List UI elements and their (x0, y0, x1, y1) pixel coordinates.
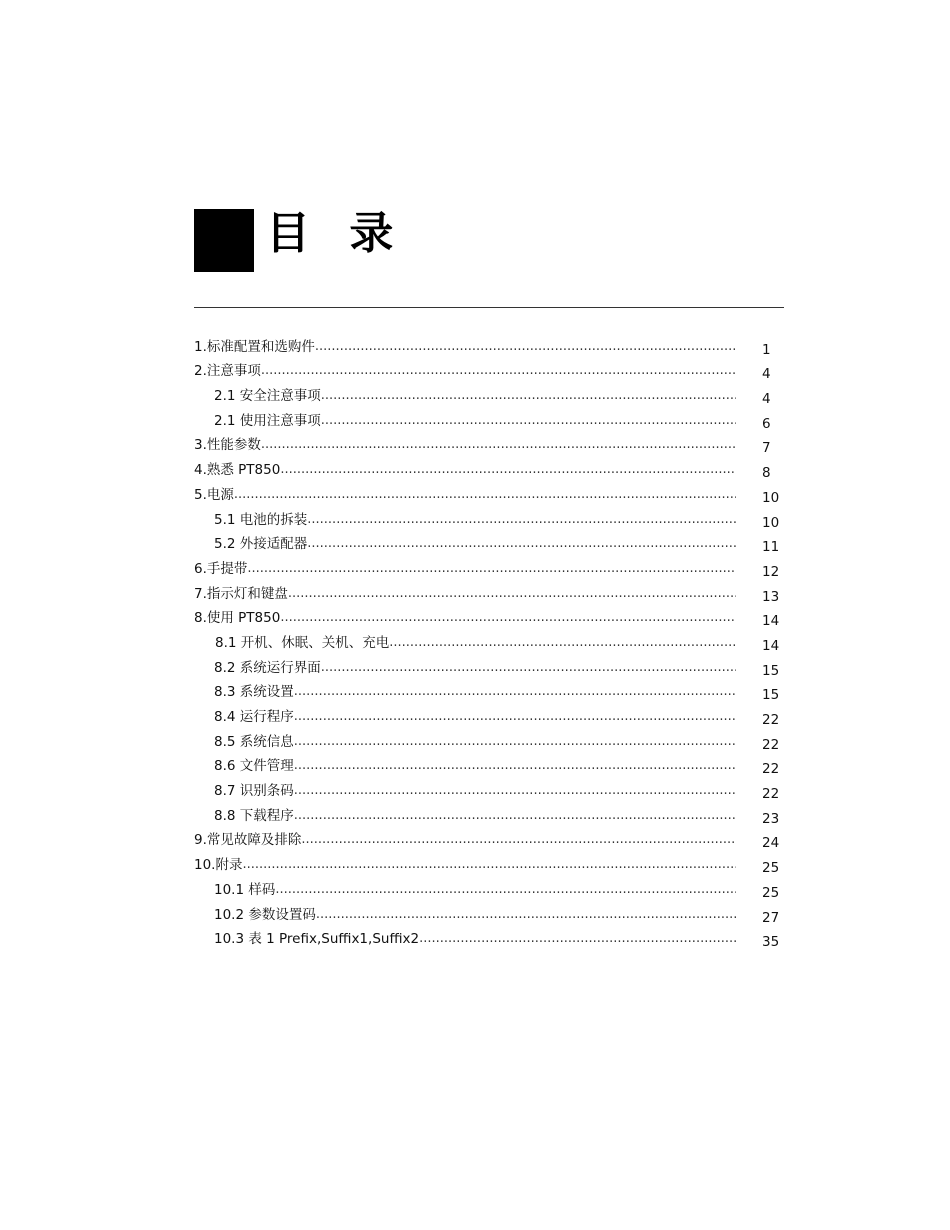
toc-entry-label: 9.常见故障及排除 (194, 832, 302, 849)
toc-entry-label: 2.注意事项 (194, 363, 261, 380)
toc-entry[interactable] (194, 605, 784, 630)
toc-entry-label: 8.5 系统信息 (214, 733, 294, 750)
toc-page-number: 35 (762, 934, 780, 951)
toc-entry[interactable] (194, 555, 784, 580)
toc-entry-label: 5.1 电池的拆装 (214, 511, 308, 528)
toc-entry[interactable] (194, 382, 784, 407)
toc-entry-label: 8.7 识别条码 (214, 783, 294, 800)
toc-leader-dots (294, 808, 736, 827)
toc-page-number: 22 (762, 786, 780, 803)
toc-leader-dots (294, 709, 736, 728)
toc-page-number: 10 (762, 489, 780, 506)
toc-page-number: 15 (762, 687, 780, 704)
toc-entry[interactable] (194, 703, 784, 728)
toc-page-number: 14 (762, 637, 780, 654)
toc-page-number: 11 (762, 539, 780, 556)
page-title: 目 录 (266, 208, 406, 259)
toc-entry[interactable] (194, 728, 784, 753)
toc-leader-dots (307, 536, 736, 555)
toc-entry-label: 3.性能参数 (194, 437, 261, 454)
toc-page-number: 4 (762, 366, 771, 383)
toc-entry-label: 5.电源 (194, 486, 234, 503)
toc-page-number: 1 (762, 341, 771, 358)
toc-leader-dots (321, 413, 736, 432)
toc-page-number: 14 (762, 613, 780, 630)
toc-entry[interactable] (194, 876, 784, 901)
toc-page-number: 22 (762, 736, 780, 753)
toc-leader-dots (242, 857, 736, 876)
toc-entry[interactable] (194, 926, 784, 951)
toc-entry-label: 8.4 运行程序 (214, 709, 294, 725)
toc-leader-dots (247, 561, 736, 580)
toc-page-number: 4 (762, 391, 771, 408)
toc-entry[interactable] (194, 333, 784, 358)
toc-entry-label: 10.1 样码 (214, 881, 276, 898)
toc-entry[interactable] (194, 753, 784, 778)
toc-page-number: 24 (762, 835, 780, 852)
toc-entry[interactable] (194, 827, 784, 852)
toc-entry-label: 8.6 文件管理 (214, 758, 294, 775)
toc-leader-dots (294, 734, 736, 753)
toc-entry-label: 2.1 安全注意事项 (214, 388, 321, 405)
toc-leader-dots (321, 660, 736, 679)
toc-leader-dots (315, 339, 736, 358)
toc-entry-label: 4.熟悉 PT850 (194, 462, 281, 479)
toc-leader-dots (275, 882, 736, 901)
toc-entry[interactable] (194, 851, 784, 876)
toc-leader-dots (294, 758, 736, 777)
toc-leader-dots (288, 586, 736, 605)
toc-entry[interactable] (194, 456, 784, 481)
toc-page-number: 25 (762, 884, 780, 901)
toc-entry-label: 8.2 系统运行界面 (214, 659, 321, 676)
toc-page-number: 15 (762, 662, 780, 679)
toc-leader-dots (234, 487, 736, 506)
toc-leader-dots (321, 388, 736, 407)
toc-entry-label: 10.附录 (194, 857, 243, 874)
toc-leader-dots (307, 512, 736, 531)
title-marker-block (194, 209, 254, 272)
toc-leader-dots (419, 931, 736, 950)
toc-entry[interactable] (194, 531, 784, 556)
toc-page-number: 7 (762, 440, 771, 457)
toc-entry-label: 8.8 下载程序 (214, 807, 294, 824)
toc-entry[interactable] (194, 654, 784, 679)
toc-entry[interactable] (194, 629, 784, 654)
toc-entry[interactable] (194, 407, 784, 432)
toc-entry-label: 8.1 开机、休眠、关机、充电 (215, 634, 390, 651)
toc-entry-label: 5.2 外接适配器 (214, 536, 308, 553)
toc-leader-dots (301, 832, 736, 851)
toc-entry-label: 10.3 表 1 Prefix,Suffix1,Suffix2 (214, 931, 420, 948)
toc-entry-label: 6.手提带 (194, 560, 248, 577)
toc-entry-label: 10.2 参数设置码 (214, 906, 316, 923)
toc-page-number: 6 (762, 415, 771, 432)
toc-page-number: 25 (762, 860, 780, 877)
table-of-contents (194, 333, 784, 950)
toc-entry[interactable] (194, 506, 784, 531)
toc-page-number: 10 (762, 514, 780, 531)
toc-page-number: 12 (762, 563, 780, 580)
toc-page-number: 8 (762, 465, 771, 482)
toc-entry-label: 8.3 系统设置 (214, 684, 294, 701)
toc-entry-label: 8.使用 PT850 (194, 610, 281, 627)
toc-leader-dots (280, 462, 736, 481)
toc-page-number: 22 (762, 712, 780, 728)
toc-entry-label: 7.指示灯和键盘 (194, 585, 288, 602)
title-divider (194, 307, 784, 308)
toc-entry[interactable] (194, 901, 784, 926)
toc-leader-dots (261, 363, 736, 382)
toc-leader-dots (316, 907, 736, 926)
toc-entry[interactable] (194, 777, 784, 802)
toc-entry-label: 1.标准配置和选购件 (194, 338, 315, 355)
toc-leader-dots (389, 635, 736, 654)
toc-page-number: 13 (762, 588, 780, 605)
toc-leader-dots (280, 610, 736, 629)
toc-page-number: 23 (762, 810, 780, 827)
toc-entry[interactable] (194, 358, 784, 383)
toc-leader-dots (261, 437, 736, 456)
toc-entry[interactable] (194, 802, 784, 827)
toc-leader-dots (294, 684, 736, 703)
toc-entry[interactable] (194, 679, 784, 704)
toc-entry[interactable] (194, 580, 784, 605)
toc-entry-label: 2.1 使用注意事项 (214, 412, 321, 429)
toc-page-number: 27 (762, 909, 780, 926)
toc-entry[interactable] (194, 481, 784, 506)
toc-leader-dots (294, 783, 736, 802)
toc-page-number: 22 (762, 761, 780, 778)
toc-entry[interactable] (194, 432, 784, 457)
